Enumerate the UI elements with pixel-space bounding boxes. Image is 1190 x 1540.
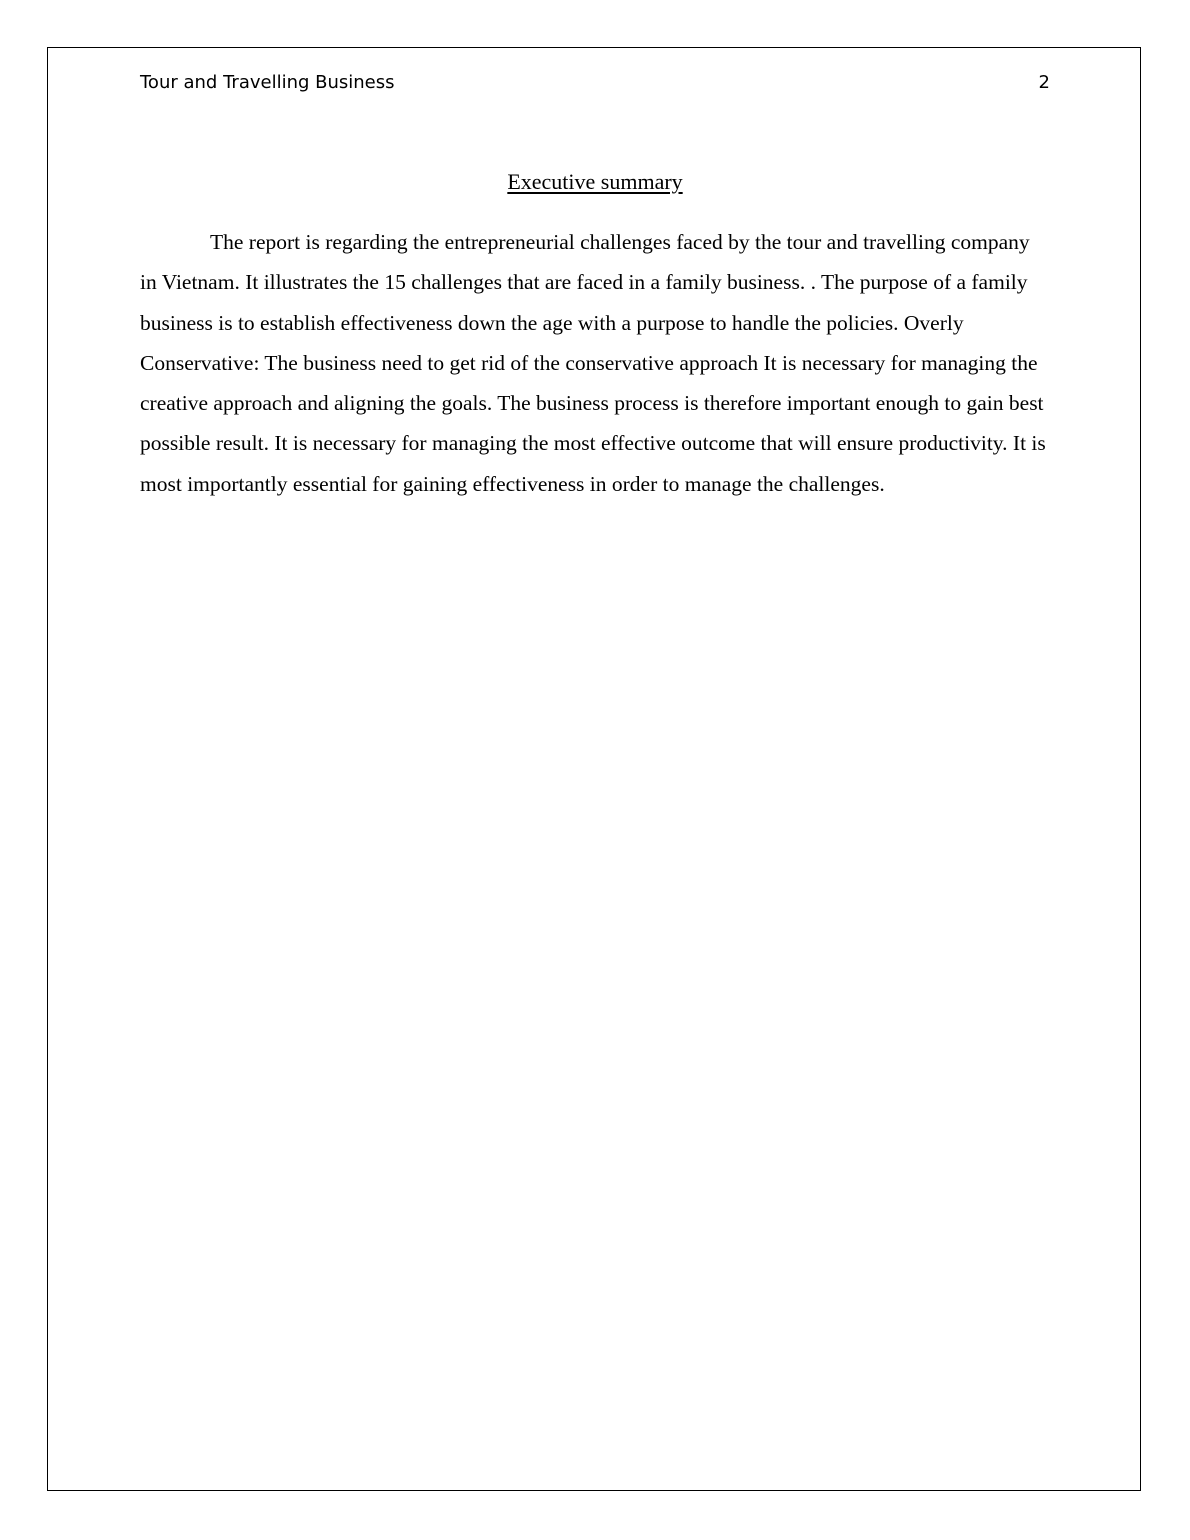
section-heading: Executive summary [507, 169, 683, 194]
page-number: 2 [1038, 72, 1050, 93]
section-heading-wrapper [140, 168, 1050, 196]
running-header-title: Tour and Travelling Business [140, 72, 395, 93]
body-paragraph: The report is regarding the entrepreneurial challenges faced by the tour and travelling company in Vietnam. It illustrates the 15 challenges that are faced in a family business. . The purpose of a family business is to establish effectiveness down the age with a purpose to handle the policies. Overly Conservative: The business need to get rid of the conservative approach It is necessary for managing the creative approach and aligning the goals. The business process is therefore important enough to gain best possible result. It is necessary for managing the most effective outcome that will ensure productivity. It is most importantly essential for gaining effectiveness in order to manage the challenges. [140, 230, 1046, 496]
